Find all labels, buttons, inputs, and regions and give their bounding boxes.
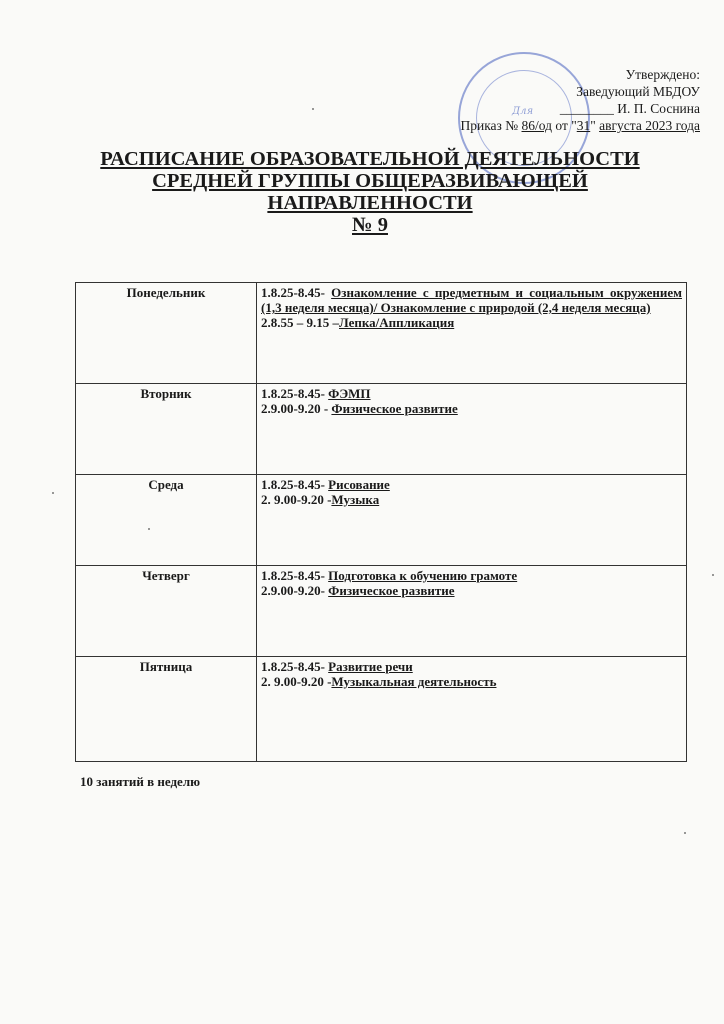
lesson-subject: Ознакомление с предметным и социальным окружением (1,3 неделя месяца)/ Ознакомление с природой (2,4 неделя месяца): [261, 285, 682, 315]
schedule-row-wednesday: [76, 475, 687, 566]
lesson-item: [261, 285, 682, 315]
lesson-time: 2. 9.00-9.20 -: [261, 492, 332, 507]
scan-speck: [52, 492, 54, 494]
lesson-time: 1.8.25-8.45-: [261, 386, 329, 401]
order-number: 86/од: [521, 118, 552, 133]
order-close: ": [590, 118, 596, 133]
lesson-item: [261, 568, 682, 583]
lesson-subject: Развитие речи: [328, 659, 413, 674]
day-cell: Понедельник: [76, 283, 257, 384]
schedule-row-monday: [76, 283, 687, 384]
schedule-row-thursday: [76, 566, 687, 657]
approval-heading: Утверждено:: [625, 67, 700, 82]
lesson-time: 2. 9.00-9.20 -: [261, 674, 332, 689]
order-from: от ": [555, 118, 577, 133]
order-reference: [460, 117, 700, 134]
lesson-time: 1.8.25-8.45-: [261, 568, 329, 583]
order-day: 31: [576, 118, 591, 133]
lesson-item: [261, 674, 682, 689]
lesson-subject: Музыка: [331, 492, 380, 507]
lessons-cell: [257, 657, 687, 762]
approver-signature: [460, 100, 700, 117]
day-cell: Вторник: [76, 384, 257, 475]
title-line-1: РАСПИСАНИЕ ОБРАЗОВАТЕЛЬНОЙ ДЕЯТЕЛЬНОСТИ: [100, 148, 640, 170]
lesson-item: [261, 659, 682, 674]
day-cell: Четверг: [76, 566, 257, 657]
lesson-time: 2.8.55 – 9.15 –: [261, 315, 339, 330]
lesson-item: [261, 583, 682, 598]
lessons-cell: [257, 475, 687, 566]
schedule-row-friday: [76, 657, 687, 762]
lesson-time: 1.8.25-8.45-: [261, 659, 329, 674]
lesson-item: [261, 477, 682, 492]
order-date: августа 2023 года: [599, 118, 700, 133]
stamp-text: Для: [512, 106, 534, 117]
approver-position: Заведующий МБДОУ: [576, 84, 700, 99]
order-prefix: Приказ №: [460, 118, 519, 133]
lessons-cell: [257, 283, 687, 384]
document-title: [70, 148, 670, 236]
scan-speck: [312, 108, 314, 110]
lessons-cell: [257, 384, 687, 475]
lesson-item: [261, 492, 682, 507]
day-cell: Среда: [76, 475, 257, 566]
scan-speck: [712, 574, 714, 576]
weekly-total: 10 занятий в неделю: [80, 774, 201, 789]
scan-speck: [148, 528, 150, 530]
lesson-subject: Физическое развитие: [328, 583, 455, 598]
scan-speck: [684, 832, 686, 834]
schedule-table: [75, 282, 687, 762]
lesson-item: [261, 401, 682, 416]
lesson-subject: Рисование: [328, 477, 390, 492]
schedule-row-tuesday: [76, 384, 687, 475]
title-line-3: НАПРАВЛЕННОСТИ: [267, 192, 473, 214]
approver-name: И. П. Соснина: [617, 101, 700, 116]
lesson-item: [261, 315, 682, 330]
lesson-item: [261, 386, 682, 401]
title-line-2: СРЕДНЕЙ ГРУППЫ ОБЩЕРАЗВИВАЮЩЕЙ: [152, 170, 588, 192]
lesson-subject: Подготовка к обучению грамоте: [328, 568, 518, 583]
lesson-time: 2.9.00-9.20 -: [261, 401, 332, 416]
lesson-subject: Лепка/Аппликация: [339, 315, 455, 330]
signature-line: ________: [559, 101, 614, 116]
lesson-time: 1.8.25-8.45-: [261, 285, 332, 300]
title-line-4: № 9: [352, 214, 388, 236]
lesson-time: 2.9.00-9.20-: [261, 583, 329, 598]
lesson-subject: ФЭМП: [328, 386, 371, 401]
lesson-time: 1.8.25-8.45-: [261, 477, 329, 492]
approval-block: [460, 66, 700, 134]
day-cell: Пятница: [76, 657, 257, 762]
lesson-subject: Физическое развитие: [331, 401, 458, 416]
lesson-subject: Музыкальная деятельность: [331, 674, 497, 689]
lessons-cell: [257, 566, 687, 657]
